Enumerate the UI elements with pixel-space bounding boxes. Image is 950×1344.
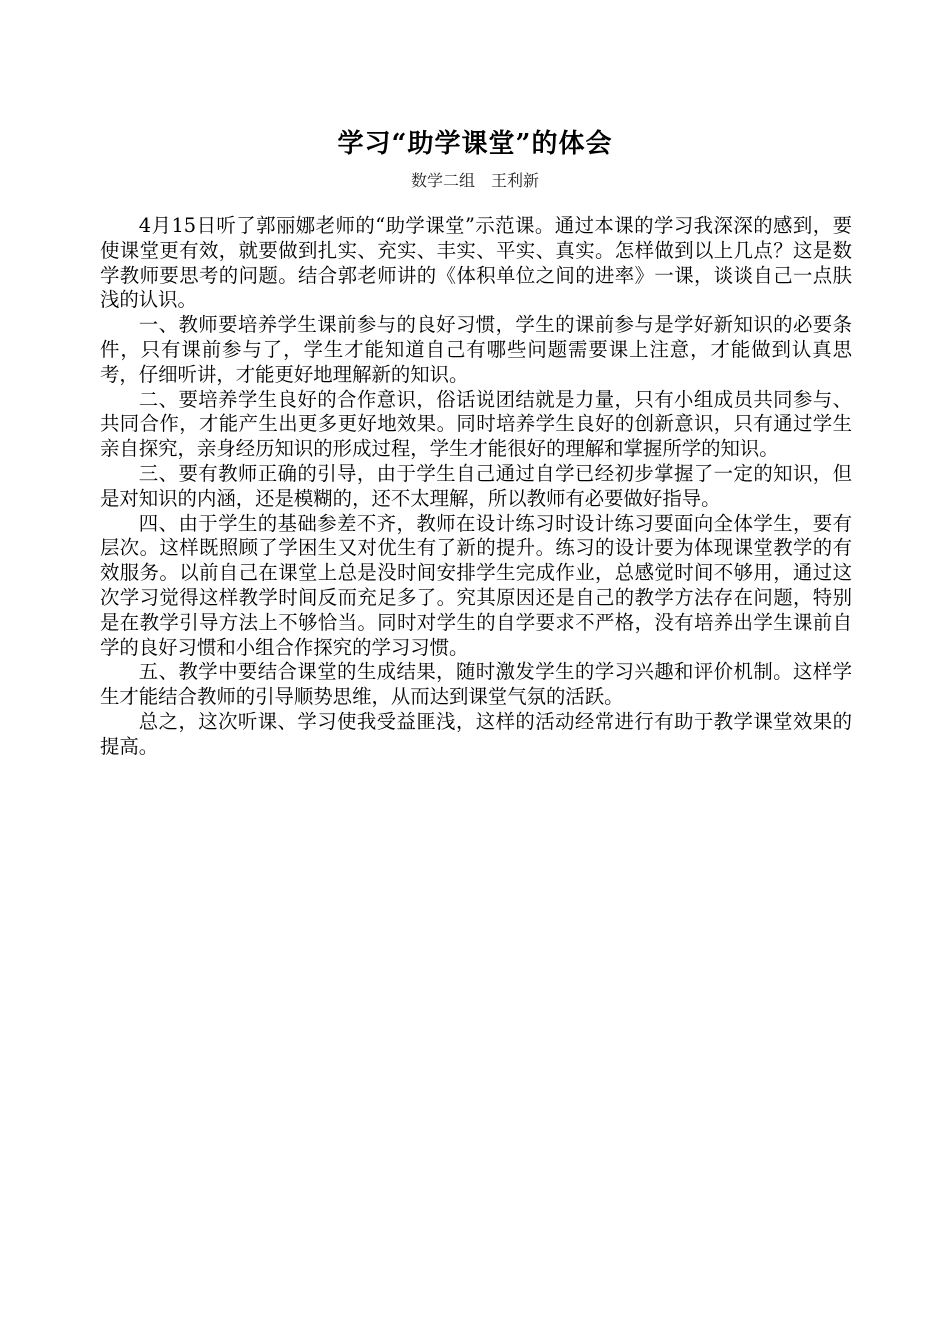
document-title: 学习“助学课堂”的体会 bbox=[337, 129, 613, 159]
paragraph-point-1: 一、教师要培养学生课前参与的良好习惯，学生的课前参与是学好新知识的必要条件，只有课前参与了，学生才能知道自己有哪些问题需要课上注意，才能做到认真思考，仔细听讲，才能更好地理解新的知识。 bbox=[100, 313, 852, 386]
paragraph-conclusion: 总之，这次听课、学习使我受益匪浅，这样的活动经常进行有助于教学课堂效果的提高。 bbox=[100, 709, 852, 758]
paragraph-point-2: 二、要培养学生良好的合作意识，俗话说团结就是力量，只有小组成员共同参与、共同合作，才能产生出更多更好地效果。同时培养学生良好的创新意识，只有通过学生亲自探究，亲身经历知识的形成过程，学生才能很好的理解和掌握所学的知识。 bbox=[100, 387, 852, 461]
paragraph-point-5: 五、教学中要结合课堂的生成结果，随时激发学生的学习兴趣和评价机制。这样学生才能结合教师的引导顺势思维，从而达到课堂气氛的活跃。 bbox=[100, 660, 852, 709]
paragraph-point-3: 三、要有教师正确的引导，由于学生自己通过自学已经初步掌握了一定的知识，但是对知识的内涵，还是模糊的，还不太理解，所以教师有必要做好指导。 bbox=[100, 461, 852, 510]
author-byline: 数学二组 王利新 bbox=[410, 171, 539, 190]
paragraph-intro: 4月15日听了郭丽娜老师的“助学课堂”示范课。通过本课的学习我深深的感到，要使课堂更有效，就要做到扎实、充实、丰实、平实、真实。怎样做到以上几点？这是数学教师要思考的问题。结合郭老师讲的《体积单位之间的进率》一课，谈谈自己一点肤浅的认识。 bbox=[100, 214, 852, 312]
document-body bbox=[100, 214, 852, 760]
paragraph-point-4: 四、由于学生的基础参差不齐，教师在设计练习时设计练习要面向全体学生，要有层次。这样既照顾了学困生又对优生有了新的提升。练习的设计要为体现课堂教学的有效服务。以前自己在课堂上总是没时间安排学生完成作业，总感觉时间不够用，通过这次学习觉得这样教学时间反而充足多了。究其原因还是自己的教学方法存在问题，特别是在教学引导方法上不够恰当。同时对学生的自学要求不严格，没有培养出学生课前自学的良好习惯和小组合作探究的学习习惯。 bbox=[100, 511, 852, 659]
